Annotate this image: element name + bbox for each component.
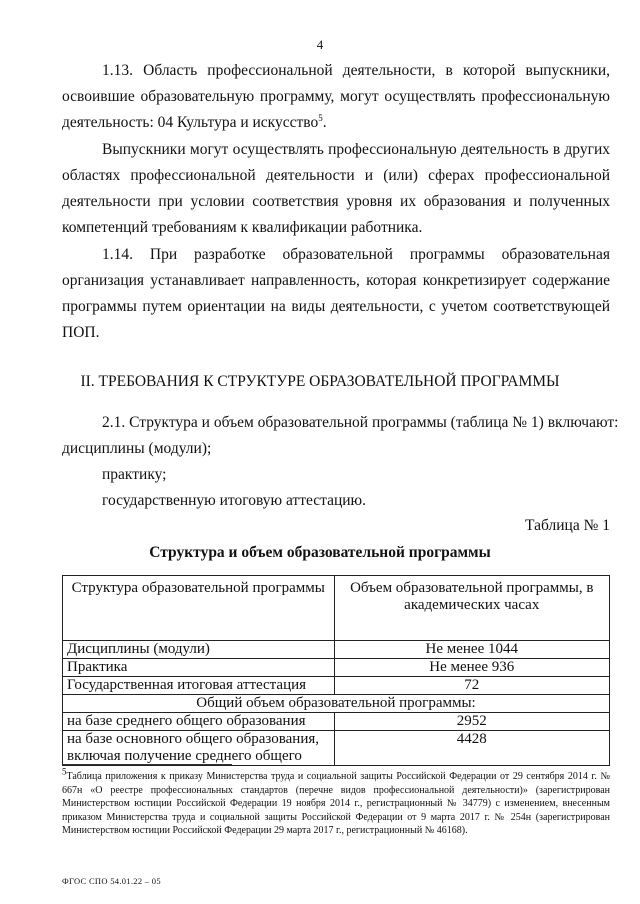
structure-table [62, 575, 610, 766]
row-value: 4428 [334, 731, 610, 766]
list-item-disciplines: дисциплины (модули); [62, 440, 212, 457]
paragraph-1-14: 1.14. При разработке образовательной программы образовательная организация устанавливает направленность, которая конкретизирует содержание программы путем ориентации на виды деятельности, с учетом соответствующей ПОП. [62, 246, 610, 341]
list-item-attestation: государственную итоговую аттестацию. [102, 492, 367, 509]
paragraph-1-13-text: 1.13. Область профессиональной деятельности, в которой выпускники, освоившие образовательную программу, могут осуществлять профессиональную деятельность: 04 Культура и искусство [62, 62, 610, 131]
row-label: Государственная итоговая аттестация [63, 677, 335, 695]
footnote-number: 5 [62, 766, 67, 777]
table-row [63, 731, 610, 766]
header-volume: Объем образовательной программы, в академических часах [334, 576, 610, 641]
footnote-mark: 5 [318, 112, 323, 123]
table-title: Структура и объем образовательной программы [149, 544, 491, 561]
row-value: Не менее 936 [334, 659, 610, 677]
paragraph-2-1: 2.1. Структура и объем образовательной программы (таблица № 1) включают: [102, 414, 619, 431]
table-row [63, 641, 610, 659]
section-heading: II. ТРЕБОВАНИЯ К СТРУКТУРЕ ОБРАЗОВАТЕЛЬНОЙ ПРОГРАММЫ [80, 373, 560, 390]
paragraph-1-13 [62, 58, 610, 136]
row-label: Дисциплины (модули) [63, 641, 335, 659]
list-item-practice: практику; [102, 466, 167, 483]
table-header-row [63, 576, 610, 641]
row-value: 2952 [334, 713, 610, 731]
table-total-row [63, 695, 610, 713]
table-caption: Таблица № 1 [525, 517, 610, 534]
table-row [63, 659, 610, 677]
document-code: ФГОС СПО 54.01.22 – 05 [62, 876, 161, 886]
paragraph-1-13-end: . [322, 114, 327, 131]
row-value: Не менее 1044 [334, 641, 610, 659]
table-row [63, 677, 610, 695]
header-structure: Структура образовательной программы [63, 576, 335, 641]
paragraph-graduates: Выпускники могут осуществлять профессиональную деятельность в других областях профессиональной деятельности и (или) сферах профессиональной деятельности при условии соответствия уровня их образования и полученных компетенций требованиям к квалификации работника. [62, 141, 610, 236]
total-label: Общий объем образовательной программы: [63, 695, 610, 713]
page-number: 4 [316, 37, 324, 52]
row-label: на базе основного общего образования, включая получение среднего общего [63, 731, 335, 766]
footnote-text: Таблица приложения к приказу Министерства труда и социальной защиты Российской Федерации от 29 сентября 2014 г. № 667н «О реестре профессиональных стандартов (перечне видов профессиональной деятельности)» (зарегистрирован Министерством юстиции Российской Федерации 19 ноября 2014 г., регистрационный № 34779) с изменением, внесенным приказом Министерства труда и социальной защиты Российской Федерации от 9 марта 2017 г. № 254н (зарегистрирован Министерством юстиции Российской Федерации 29 марта 2017 г., регистрационный № 46168). [62, 771, 610, 836]
footnote [62, 766, 610, 838]
table-row [63, 713, 610, 731]
row-label: Практика [63, 659, 335, 677]
row-value: 72 [334, 677, 610, 695]
footnote-divider [62, 764, 232, 765]
row-label: на базе среднего общего образования [63, 713, 335, 731]
